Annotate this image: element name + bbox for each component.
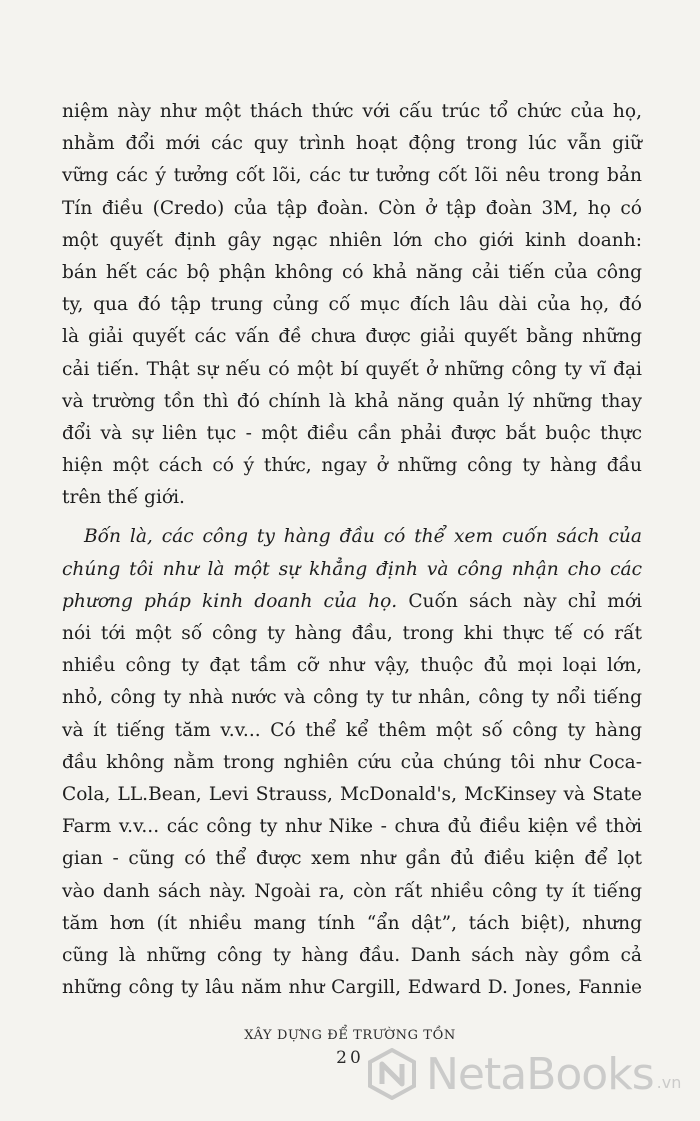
text-line: nhiều công ty đạt tầm cỡ như vậy, thuộc đủ mọi loại lớn, [62,655,642,677]
text-line: nói tới một số công ty hàng đầu, trong khi thực tế có rất [62,623,642,644]
text-line: ty, qua đó tập trung củng cố mục đích lâu dài của họ, đó [62,294,642,316]
watermark [366,1046,696,1102]
text-line-mixed [62,586,642,618]
page-number: 20 [336,1048,364,1068]
text-line: cải tiến. Thật sự nếu có một bí quyết ở những công ty vĩ đại [62,358,642,380]
text-line-italic: Bốn là, các công ty hàng đầu có thể xem cuốn sách của [84,526,642,548]
text-line: đổi và sự liên tục - một điều cần phải được bắt buộc thực [62,422,642,444]
running-title: XÂY DỰNG ĐỂ TRƯỜNG TỒN [244,1028,456,1043]
text-line: gian - cũng có thể được xem như gần đủ điều kiện để lọt [62,848,642,870]
text-line: trên thế giới. [62,487,185,509]
italic-phrase: phương pháp kinh doanh của họ. [62,590,398,612]
paragraph-2 [62,521,642,1004]
text-line: niệm này như một thách thức với cấu trúc tổ chức của họ, [62,101,642,122]
regular-phrase: Cuốn sách này chỉ mới [397,590,642,612]
watermark-brand: NetaBooks [426,1048,654,1100]
text-line: đầu không nằm trong nghiên cứu của chúng tôi như Coca- [62,751,642,773]
text-line: Farm v.v... các công ty như Nike - chưa đủ điều kiện về thời [62,816,642,838]
text-line: một quyết định gây ngạc nhiên lớn cho giới kinh doanh: [62,229,642,251]
text-line: và trường tồn thì đó chính là khả năng quản lý những thay [62,390,642,412]
text-line: cũng là những công ty hàng đầu. Danh sách này gồm cả [62,944,642,966]
text-line: hiện một cách có ý thức, ngay ở những công ty hàng đầu [62,455,642,477]
body-text [62,96,642,1004]
watermark-suffix: .vn [656,1073,682,1092]
text-line: những công ty lâu năm như Cargill, Edward D. Jones, Fannie [62,977,642,999]
text-line: và ít tiếng tăm v.v... Có thể kể thêm một số công ty hàng [62,719,642,741]
text-line: tăm hơn (ít nhiều mang tính “ẩn dật”, tách biệt), nhưng [62,912,642,934]
text-line: vững các ý tưởng cốt lõi, các tư tưởng cốt lõi nêu trong bản [62,165,642,187]
paragraph-1 [62,96,642,514]
text-line-italic: chúng tôi như là một sự khẳng định và công nhận cho các [62,558,642,580]
netabooks-n-logo-icon [366,1048,418,1100]
text-line: vào danh sách này. Ngoài ra, còn rất nhiều công ty ít tiếng [62,880,642,902]
text-line: là giải quyết các vấn đề chưa được giải quyết bằng những [62,326,642,348]
text-line: Tín điều (Credo) của tập đoàn. Còn ở tập đoàn 3M, họ có [62,197,642,219]
text-line: nhằm đổi mới các quy trình hoạt động trong lúc vẫn giữ [62,133,642,155]
text-line: Cola, LL.Bean, Levi Strauss, McDonald's, McKinsey và State [62,783,642,805]
text-line: bán hết các bộ phận không có khả năng cải tiến của công [62,261,642,283]
text-line: nhỏ, công ty nhà nước và công ty tư nhân, công ty nổi tiếng [62,687,642,709]
